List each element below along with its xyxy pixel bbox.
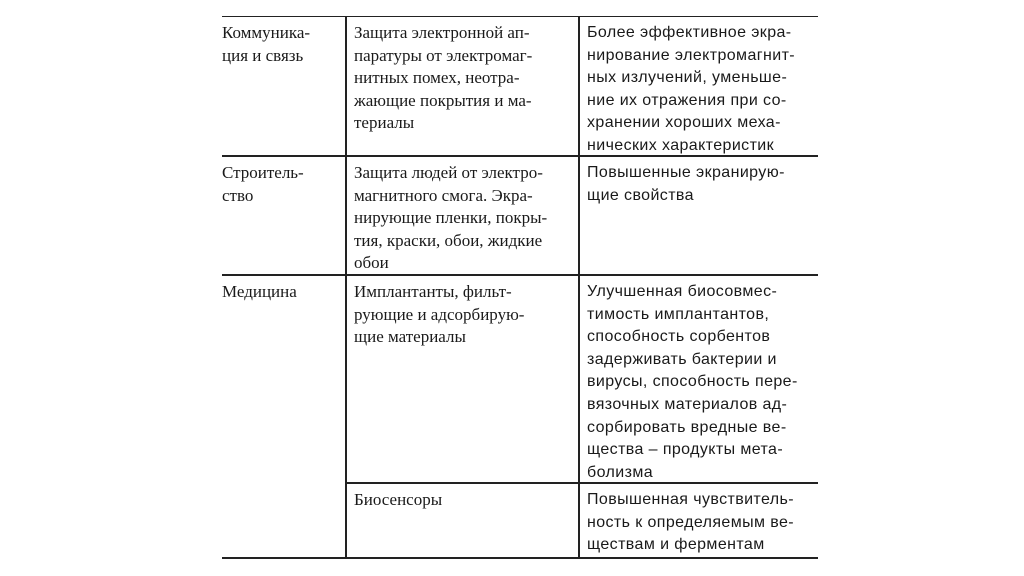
- cell-line: териалы: [354, 113, 415, 133]
- cell-line: ция и связь: [222, 45, 304, 65]
- applications-table: [222, 16, 818, 559]
- cell-line: магнитного смога. Экра-: [354, 185, 533, 205]
- cell-line: ние их отражения при со-: [587, 91, 787, 109]
- table-cell-application: [354, 22, 570, 135]
- cell-line: Биосенсоры: [354, 490, 443, 509]
- cell-line: щие материалы: [354, 327, 466, 347]
- cell-line: сорбировать вредные ве-: [587, 418, 787, 436]
- cell-line: тимость имплантантов,: [587, 305, 770, 323]
- cell-line: Повышенная чувствитель-: [587, 491, 794, 508]
- table-cell-effect: [587, 281, 813, 484]
- cell-line: способность сорбентов: [587, 328, 771, 346]
- cell-line: Более эффективное экра-: [587, 24, 792, 41]
- cell-line: ство: [222, 185, 254, 205]
- cell-line: нирование электромагнит-: [587, 46, 796, 64]
- table-cell-field: [222, 162, 337, 207]
- cell-line: нических характеристик: [587, 136, 775, 154]
- cell-line: задерживать бактерии и: [587, 350, 777, 368]
- cell-line: Медицина: [222, 282, 297, 301]
- table-cell-effect: [587, 162, 813, 207]
- cell-line: вирусы, способность пере-: [587, 373, 798, 391]
- cell-line: обои: [354, 253, 389, 273]
- cell-line: Коммуника-: [222, 23, 311, 42]
- cell-line: ществам и ферментам: [587, 536, 765, 554]
- table-cell-application: [354, 489, 570, 512]
- cell-line: Повышенные экранирую-: [587, 164, 785, 181]
- cell-line: Защита людей от электро-: [354, 163, 543, 182]
- table-cell-field: [222, 22, 337, 67]
- table-cell-application: [354, 162, 570, 275]
- cell-line: ных излучений, уменьше-: [587, 69, 788, 87]
- cell-line: нитных помех, неотра-: [354, 68, 520, 88]
- column-divider-1: [345, 17, 347, 557]
- cell-line: Строитель-: [222, 163, 304, 182]
- cell-line: рующие и адсорбирую-: [354, 304, 525, 324]
- table-cell-field: [222, 281, 337, 304]
- table-cell-application: [354, 281, 570, 349]
- cell-line: щие свойства: [587, 186, 694, 204]
- cell-line: хранении хороших меха-: [587, 114, 781, 132]
- cell-line: нирующие пленки, покры-: [354, 208, 548, 228]
- table-cell-effect: [587, 489, 813, 557]
- cell-line: Улучшенная биосовмес-: [587, 283, 778, 300]
- cell-line: Защита электронной ап-: [354, 23, 530, 42]
- cell-line: болизма: [587, 463, 654, 481]
- cell-line: тия, краски, обои, жидкие: [354, 230, 543, 250]
- column-divider-2: [578, 17, 580, 557]
- cell-line: ность к определяемым ве-: [587, 513, 794, 531]
- cell-line: жающие покрытия и ма-: [354, 90, 532, 110]
- cell-line: паратуры от электромаг-: [354, 45, 533, 65]
- table-cell-effect: [587, 22, 813, 158]
- cell-line: Имплантанты, фильт-: [354, 282, 512, 301]
- cell-line: вязочных материалов ад-: [587, 395, 788, 413]
- cell-line: щества – продукты мета-: [587, 441, 784, 459]
